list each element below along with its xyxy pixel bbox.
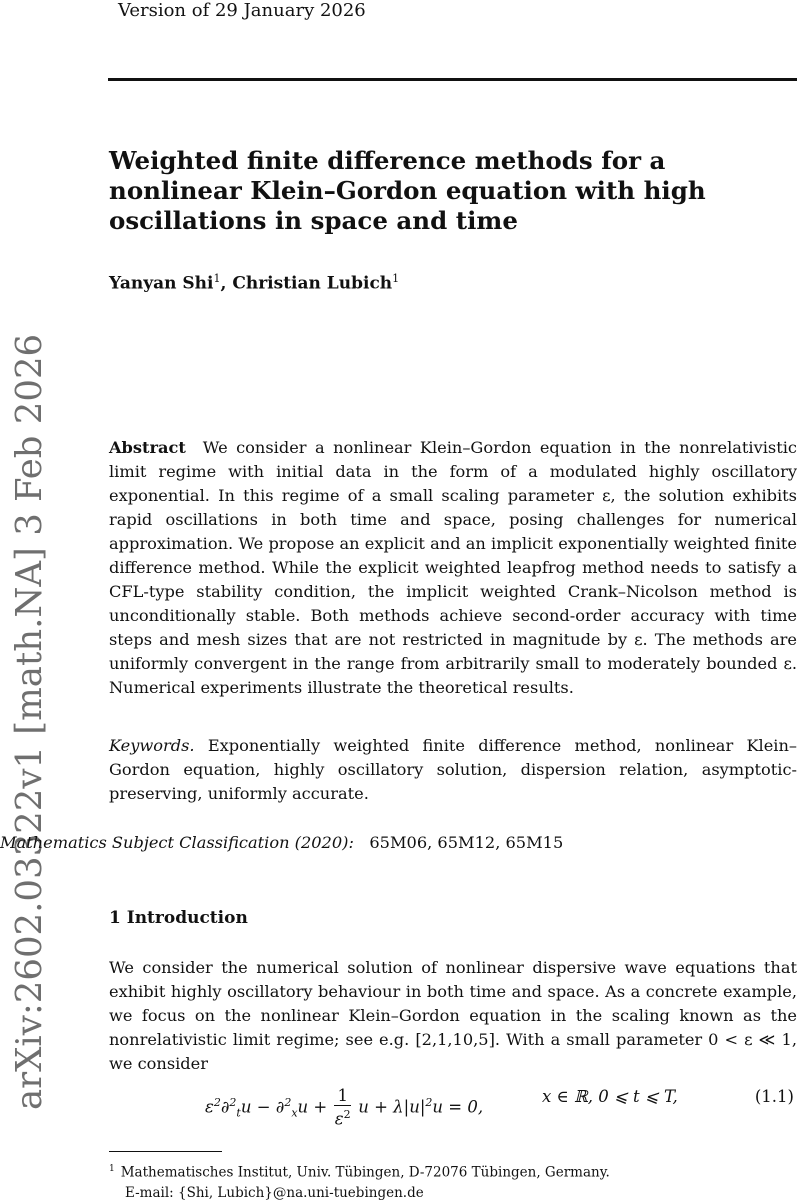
version-date: Version of 29 January 2026: [118, 0, 366, 21]
footnote: [109, 1159, 610, 1203]
header-rule: [108, 78, 797, 81]
keywords-text: Exponentially weighted finite difference method, nonlinear Klein–Gordon equation, highly oscillatory solution, dispersion relation, asymptotic-preserving, uniformly accurate.: [109, 736, 797, 803]
footnote-rule: [109, 1151, 222, 1152]
introduction-text: We consider the numerical solution of nonlinear dispersive wave equations that exhibit highly oscillatory behaviour in both time and space. As a concrete example, we focus on the nonlinear Klein–Gordon equation in the scaling known as the nonrelativistic limit regime; see e.g. [2,1,10,5]. With a small parameter 0 < ε ≪ 1, we consider: [109, 958, 797, 1073]
author-name: Yanyan Shi: [109, 273, 214, 294]
footnote-address: Mathematisches Institut, Univ. Tübingen, D-72076 Tübingen, Germany.: [120, 1164, 610, 1181]
equation-fraction: [334, 1087, 351, 1129]
fraction-numerator: 1: [334, 1087, 351, 1106]
section-heading: 1 Introduction: [109, 908, 248, 928]
equation-1-1: [200, 1070, 797, 1129]
author-affiliation-mark: 1: [392, 272, 400, 285]
paper-title: Weighted finite difference methods for a nonlinear Klein–Gordon equation with high oscillations in space and time: [109, 146, 706, 235]
fraction-denominator: $\varepsilon^2$: [334, 1108, 351, 1129]
keywords: [109, 734, 797, 806]
abstract-text: We consider a nonlinear Klein–Gordon equation in the nonrelativistic limit regime with initial data in the form of a modulated highly oscillatory exponential. In this regime of a small scaling parameter ε, the solution exhibits rapid oscillations in both time and space, posing challenges for numerical approximation. We propose an explicit and an implicit exponentially weighted finite difference method. While the explicit weighted leapfrog method needs to satisfy a CFL-type stability condition, the implicit weighted Crank–Nicolson method is unconditionally stable. Both methods achieve second-order accuracy with time steps and mesh sizes that are not restricted in magnitude by ε. The methods are uniformly convergent in the range from arbitrarily small to moderately bounded ε. Numerical experiments illustrate the theoretical results.: [109, 438, 797, 697]
author-name: Christian Lubich: [232, 273, 393, 294]
keywords-heading: Keywords.: [109, 736, 195, 755]
abstract: [109, 436, 797, 700]
arxiv-identifier: arXiv:2602.03322v1 [math.NA] 3 Feb 2026: [9, 333, 50, 1110]
msc-codes: 65M06, 65M12, 65M15: [369, 833, 564, 852]
equation-condition: x ∈ ℝ, 0 ⩽ t ⩽ T,: [542, 1087, 678, 1106]
equation-expression: $\varepsilon^2\partial^2_tu - \partial^2_xu$ + $\frac{1}{\varepsilon^2}$ $u + \lambda|u|^2u = 0$,: [205, 1086, 484, 1129]
subject-classification: [0, 833, 563, 852]
equation-number: (1.1): [754, 1087, 794, 1106]
msc-label: Mathematics Subject Classification (2020):: [0, 833, 354, 852]
footnote-email: E-mail: {Shi, Lubich}@na.uni-tuebingen.de: [125, 1184, 424, 1201]
author-affiliation-mark: 1: [213, 272, 221, 285]
footnote-mark: 1: [109, 1164, 115, 1174]
author-list: Yanyan Shi$^1$, Christian Lubich$^1$: [109, 272, 400, 294]
abstract-heading: Abstract: [109, 438, 186, 457]
